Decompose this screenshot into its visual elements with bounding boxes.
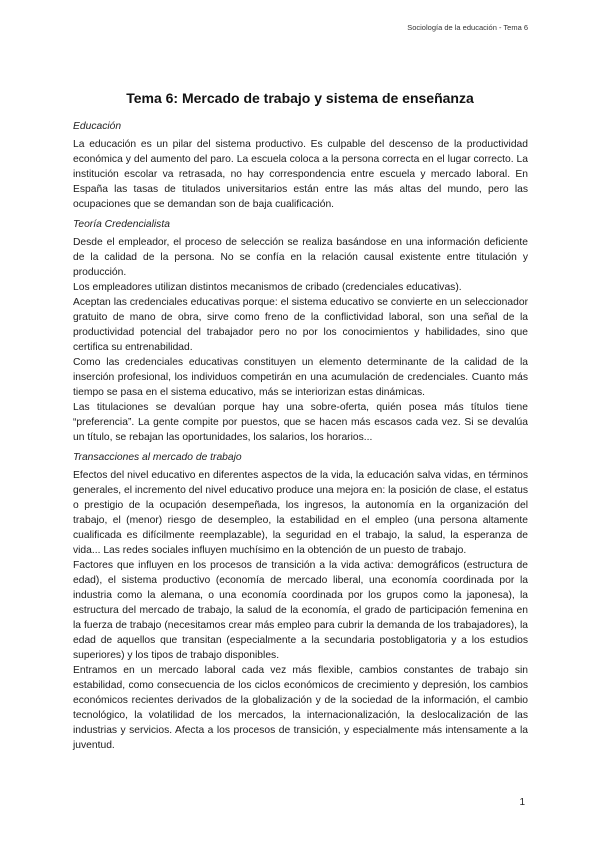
- section-educacion: [73, 120, 528, 212]
- section-heading: Teoría Credencialista: [73, 219, 170, 230]
- paragraph: Efectos del nivel educativo en diferentes aspectos de la vida, la educación salva vidas, en términos generales, el incremento del nivel educativo produce una mejora en: la posición de clase, el estatus o prestigio de la ocupación desempeñada, los ingresos, la autonomía en la organización del trabajo, el (menor) riesgo de desempleo, la estabilidad en el empleo (una persona altamente cualificada es difícilmente reemplazable), la seguridad en el trabajo, la salud, la esperanza de vida... Las redes sociales influyen muchísimo en la obtención de un puesto de trabajo.: [73, 470, 528, 556]
- paragraph: Entramos en un mercado laboral cada vez más flexible, cambios constantes de trabajo sin estabilidad, como consecuencia de los ciclos económicos de crecimiento y depresión, los cambios económicos recientes derivados de la globalización y de la sociedad de la información, el cambio tecnológico, la volatilidad de los mercados, la internacionalización, la deslocalización de las industrias y servicios. Afecta a los procesos de transición, y especialmente más intensamente a la juventud.: [73, 665, 528, 751]
- running-header: Sociología de la educación - Tema 6: [407, 23, 528, 32]
- paragraph: La educación es un pilar del sistema productivo. Es culpable del descenso de la productividad económica y del aumento del paro. La escuela coloca a la persona correcta en el lugar correcto. La institución escolar va retrasada, no hay correspondencia entre escuela y mercado laboral. En España las tasas de titulados universitarios están entre las más altas del mundo, pero las ocupaciones que se demandan son de baja cualificación.: [73, 139, 528, 210]
- paragraph: Desde el empleador, el proceso de selección se realiza basándose en una información deficiente de la calidad de la persona. No se confía en la relación causal existente entre titulación y producción.: [73, 237, 528, 278]
- paragraph: Factores que influyen en los procesos de transición a la vida activa: demográficos (estructura de edad), el sistema productivo (economía de mercado liberal, una economía coordinada por la industria como la alemana, o una economía coordinada por los grupos como la japonesa), la estructura del mercado de trabajo, la salud de la economía, el grado de participación femenina en la fuerza de trabajo (necesitamos crear más empleo para cubrir la demanda de los trabajadores), la edad de aquellos que transitan (especialmente a la secundaria postobligatoria y a los estudios superiores) y los tipos de trabajo disponibles.: [73, 560, 528, 661]
- paragraph: Las titulaciones se devalúan porque hay una sobre-oferta, quién posea más títulos tiene “preferencia”. La gente compite por puestos, que se hacen más escasos cada vez. Si se devalúa un título, se rebajan las oportunidades, los salarios, los horarios...: [73, 402, 528, 443]
- section-heading: Educación: [73, 121, 122, 132]
- paragraph: Los empleadores utilizan distintos mecanismos de cribado (credenciales educativas).: [73, 282, 462, 293]
- section-teoria-credencialista: [73, 218, 528, 445]
- section-heading: Transacciones al mercado de trabajo: [73, 452, 242, 463]
- document-body: [73, 120, 528, 753]
- paragraph: Como las credenciales educativas constituyen un elemento determinante de la calidad de la inserción profesional, los individuos competirán en una acumulación de credenciales. Cuanto más tiempo se pasa en el sistema educativo, más se interiorizan estas dinámicas.: [73, 357, 528, 398]
- section-transacciones: [73, 451, 528, 753]
- page-title: Tema 6: Mercado de trabajo y sistema de enseñanza: [126, 90, 474, 106]
- page-number: 1: [519, 797, 525, 808]
- paragraph: Aceptan las credenciales educativas porque: el sistema educativo se convierte en un seleccionador gratuito de mano de obra, sirve como freno de la conflictividad laboral, son una señal de la productividad potencial del trabajador pero no por los conocimientos y habilidades, sino que certifica su entrenabilidad.: [73, 297, 528, 353]
